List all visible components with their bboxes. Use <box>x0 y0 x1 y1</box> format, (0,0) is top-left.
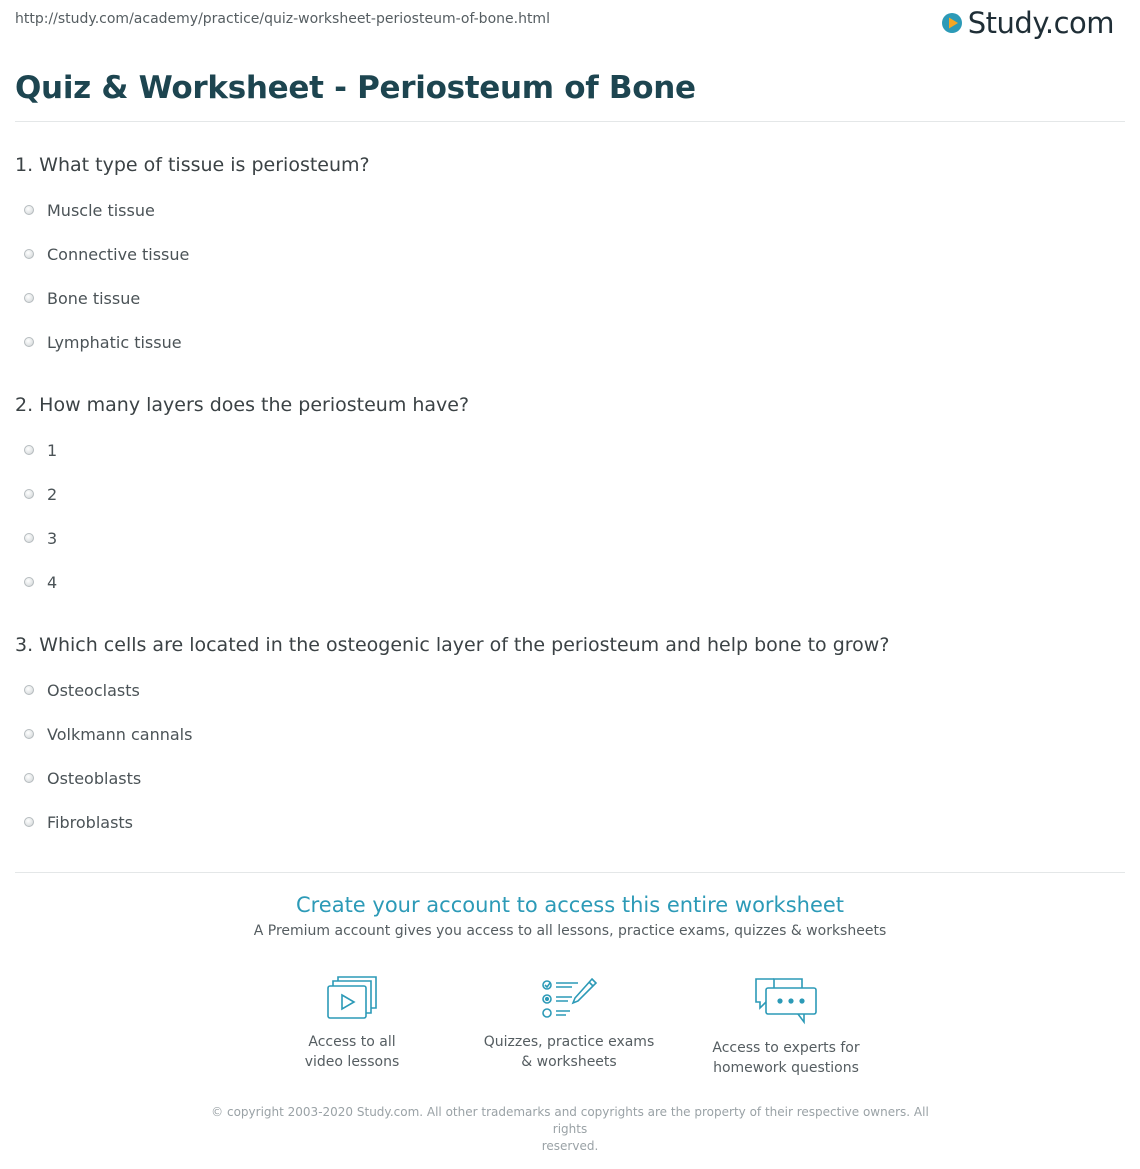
option-label: 1 <box>47 440 58 460</box>
quiz-divider <box>15 872 1125 873</box>
answer-option[interactable] <box>15 800 1125 844</box>
option-label: Volkmann cannals <box>47 724 193 744</box>
radio-button[interactable] <box>24 205 34 215</box>
question-text: 1. What type of tissue is periosteum? <box>15 154 370 176</box>
radio-button[interactable] <box>24 445 34 455</box>
radio-button[interactable] <box>24 489 34 499</box>
signup-link[interactable]: Create your account to access this entire worksheet <box>295 893 845 917</box>
radio-button[interactable] <box>24 293 34 303</box>
answer-option[interactable] <box>15 232 1125 276</box>
answer-option[interactable] <box>15 668 1125 712</box>
option-label: Bone tissue <box>47 288 141 308</box>
page-url: http://study.com/academy/practice/quiz-worksheet-periosteum-of-bone.html <box>15 11 550 27</box>
feature-label <box>242 1032 462 1072</box>
option-label: Osteoclasts <box>47 680 140 700</box>
answer-option[interactable] <box>15 188 1125 232</box>
radio-button[interactable] <box>24 817 34 827</box>
option-label: Osteoblasts <box>47 768 142 788</box>
feature-label-line: Access to experts for <box>712 1040 860 1056</box>
title-divider <box>15 121 1125 122</box>
answer-options <box>15 668 1125 844</box>
option-label: 2 <box>47 484 58 504</box>
signup-prompt <box>0 893 1140 939</box>
study-logo[interactable] <box>940 6 1114 40</box>
chat-bubbles-icon <box>754 976 818 1028</box>
answer-option[interactable] <box>15 320 1125 364</box>
feature-label-line: Access to all <box>308 1034 396 1050</box>
option-label: Connective tissue <box>47 244 190 264</box>
radio-button[interactable] <box>24 533 34 543</box>
option-label: Fibroblasts <box>47 812 134 832</box>
feature-experts <box>676 976 896 1078</box>
feature-label-line: Quizzes, practice exams <box>483 1034 655 1050</box>
option-label: 3 <box>47 528 58 548</box>
play-logo-icon <box>940 11 964 35</box>
answer-options <box>15 428 1125 604</box>
answer-option[interactable] <box>15 516 1125 560</box>
question-text: 3. Which cells are located in the osteogenic layer of the periosteum and help bone to grow? <box>15 634 890 656</box>
video-lessons-icon <box>326 976 378 1022</box>
question-3 <box>15 634 1125 844</box>
answer-option[interactable] <box>15 560 1125 604</box>
option-label: 4 <box>47 572 58 592</box>
radio-button[interactable] <box>24 685 34 695</box>
copyright-notice <box>210 1104 930 1155</box>
radio-button[interactable] <box>24 729 34 739</box>
answer-options <box>15 188 1125 364</box>
feature-video-lessons <box>242 976 462 1072</box>
radio-button[interactable] <box>24 773 34 783</box>
page-title: Quiz & Worksheet - Periosteum of Bone <box>15 70 696 106</box>
quiz-checklist-icon <box>540 976 598 1022</box>
answer-option[interactable] <box>15 428 1125 472</box>
copyright-line: © copyright 2003-2020 Study.com. All other trademarks and copyrights are the property of their respective owners. All rights <box>211 1105 929 1136</box>
question-text: 2. How many layers does the periosteum have? <box>15 394 470 416</box>
feature-label-line: video lessons <box>304 1054 400 1070</box>
question-2 <box>15 394 1125 604</box>
radio-button[interactable] <box>24 577 34 587</box>
answer-option[interactable] <box>15 756 1125 800</box>
option-label: Lymphatic tissue <box>47 332 182 352</box>
copyright-line: reserved. <box>541 1139 599 1153</box>
option-label: Muscle tissue <box>47 200 155 220</box>
answer-option[interactable] <box>15 472 1125 516</box>
radio-button[interactable] <box>24 337 34 347</box>
signup-subtitle: A Premium account gives you access to all lessons, practice exams, quizzes & worksheets <box>253 923 887 939</box>
question-1 <box>15 154 1125 364</box>
answer-option[interactable] <box>15 712 1125 756</box>
logo-text: Study.com <box>967 6 1114 40</box>
feature-label-line: homework questions <box>713 1060 859 1076</box>
feature-quizzes <box>459 976 679 1072</box>
feature-label <box>459 1032 679 1072</box>
answer-option[interactable] <box>15 276 1125 320</box>
feature-label-line: & worksheets <box>521 1054 617 1070</box>
radio-button[interactable] <box>24 249 34 259</box>
feature-label <box>676 1038 896 1078</box>
